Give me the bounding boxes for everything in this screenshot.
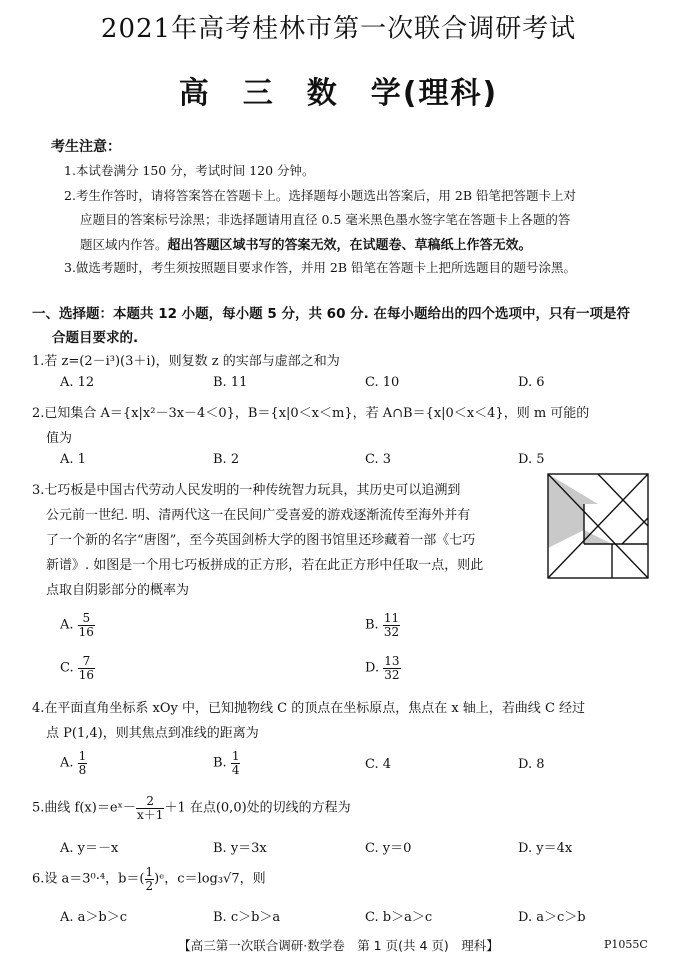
q4-option-d: D. 8: [518, 757, 545, 772]
q3-stem-3: 了一个新的名字“唐图”，至今英国剑桥大学的图书馆里还珍藏着一部《七巧: [46, 533, 476, 548]
q3-stem-4: 新谱》. 如图是一个用七巧板拼成的正方形，若在此正方形中任取一点，则此: [46, 558, 484, 573]
q5-option-c: C. y＝0: [365, 841, 412, 856]
q1-option-d: D. 6: [518, 375, 545, 390]
q3-option-b-den: 32: [383, 624, 400, 639]
q6-stem-pre: 6.设 a＝3⁰·⁴，b＝(: [32, 871, 145, 887]
q4-option-a-den: 8: [78, 762, 87, 777]
q3-option-a: [60, 612, 95, 638]
q5-stem-post: ＋1 在点(0,0)处的切线的方程为: [164, 800, 351, 816]
q6-option-a: A. a＞b＞c: [60, 910, 128, 925]
q4-option-a-frac: [78, 750, 88, 776]
q1-stem: 1.若 z=(2－i³)(3＋i)，则复数 z 的实部与虚部之和为: [32, 354, 340, 369]
q5-stem-pre: 5.曲线 f(x)＝eˣ－: [32, 800, 137, 816]
q3-stem-1: 3.七巧板是中国古代劳动人民发明的一种传统智力玩具，其历史可以追溯到: [32, 483, 461, 498]
q5-stem: [32, 795, 351, 821]
q3-option-c-den: 16: [78, 667, 95, 682]
q6-stem-post: )ᵉ，c＝log₃√7，则: [154, 871, 266, 887]
q4-stem-cont: 点 P(1,4)，则其焦点到准线的距离为: [46, 726, 259, 741]
notice-emphasis: 超出答题区域书写的答案无效，在试题卷、草稿纸上作答无效。: [167, 238, 532, 253]
q3-option-b-num: 11: [383, 611, 400, 625]
q3-option-b: [365, 612, 400, 638]
q2-stem: 2.已知集合 A＝{x|x²－3x－4＜0}，B＝{x|0＜x＜m}，若 A∩B＝{x|0＜x＜4}，则 m 可能的: [32, 406, 590, 421]
q6-option-b: B. c＞b＞a: [213, 910, 281, 925]
q6-frac-den: 2: [145, 878, 154, 893]
notice-item-2-tail: 题区域内作答。: [80, 237, 168, 252]
page-footer: 【高三第一次联合调研·数学卷 第 1 页(共 4 页) 理科】: [178, 938, 499, 953]
q3-option-c-frac: [78, 655, 95, 681]
q4-option-a-label: A.: [60, 755, 74, 771]
q4-option-b-num: 1: [231, 749, 240, 763]
q5-stem-frac: [136, 795, 164, 821]
q1-option-b: B. 11: [213, 375, 248, 390]
q6-frac-num: 1: [145, 865, 154, 879]
q3-option-b-frac: [383, 612, 400, 638]
q3-option-d: [365, 655, 401, 681]
q3-option-d-den: 32: [384, 667, 400, 682]
q4-option-a-num: 1: [78, 749, 87, 763]
q1-option-a: A. 12: [60, 375, 95, 390]
q1-option-c: C. 10: [365, 375, 400, 390]
q4-option-b-den: 4: [231, 762, 240, 777]
q2-option-b: B. 2: [213, 452, 240, 467]
notice-item-2: 2.考生作答时，请将答案答在答题卡上。选择题每小题选出答案后，用 2B 铅笔把答题卡上对: [64, 188, 577, 203]
q4-option-b-label: B.: [213, 755, 227, 771]
q2-option-d: D. 5: [518, 452, 545, 467]
q3-option-d-label: D.: [365, 660, 380, 676]
q6-stem-frac: [145, 866, 155, 892]
q6-option-c: C. b＞a＞c: [365, 910, 433, 925]
q4-option-a: [60, 750, 87, 776]
q3-option-c-num: 7: [78, 655, 95, 669]
exam-title: 2021年高考桂林市第一次联合调研考试: [100, 14, 577, 44]
section-heading-cont: 合题目要求的.: [52, 330, 139, 346]
paper-code: P1055C: [604, 938, 648, 951]
q3-option-d-frac: [383, 655, 400, 681]
notice-title: 考生注意：: [51, 139, 121, 155]
q4-option-b: [213, 750, 240, 776]
q2-option-c: C. 3: [365, 452, 392, 467]
q5-option-a: A. y＝－x: [60, 841, 119, 856]
q6-option-d: D. a＞c＞b: [518, 910, 586, 925]
q5-frac-num: 2: [136, 795, 164, 809]
q3-option-a-label: A.: [60, 617, 74, 633]
q5-frac-den: x＋1: [137, 807, 164, 822]
q2-option-a: A. 1: [60, 452, 86, 467]
q3-stem-2: 公元前一世纪. 明、清两代这一在民间广受喜爱的游戏逐渐流传至海外并有: [46, 508, 471, 523]
q3-option-b-label: B.: [365, 617, 379, 633]
q3-option-a-den: 16: [78, 624, 94, 639]
q4-option-c: C. 4: [365, 757, 392, 772]
q3-option-a-frac: [78, 612, 95, 638]
q3-option-a-num: 5: [78, 612, 95, 626]
q4-stem: 4.在平面直角坐标系 xOy 中，已知抛物线 C 的顶点在坐标原点，焦点在 x 轴上，若曲线 C 经过: [32, 701, 586, 716]
notice-item-2-cont: 应题目的答案标号涂黑；非选择题请用直径 0.5 毫米黑色墨水签字笔在答题卡上各题的答: [80, 212, 571, 227]
q5-option-d: D. y＝4x: [518, 841, 573, 856]
notice-item-1: 1.本试卷满分 150 分，考试时间 120 分钟。: [64, 163, 315, 178]
subject-title: 高 三 数 学(理科): [178, 76, 499, 111]
tangram-figure: [546, 472, 650, 580]
q4-option-b-frac: [231, 750, 241, 776]
q3-option-c-label: C.: [60, 660, 74, 676]
section-heading: 一、选择题：本题共 12 小题，每小题 5 分，共 60 分. 在每小题给出的四个选项中，只有一项是符: [32, 306, 630, 322]
q2-stem-cont: 值为: [46, 431, 73, 446]
q3-option-c: [60, 655, 95, 681]
notice-item-2-end: [80, 234, 532, 253]
q5-option-b: B. y＝3x: [213, 841, 267, 856]
notice-item-3: 3.做选考题时，考生须按照题目要求作答，并用 2B 铅笔在答题卡上把所选题目的题号涂黑。: [64, 260, 577, 275]
q3-stem-5: 点取自阴影部分的概率为: [46, 583, 190, 598]
q6-stem: [32, 866, 266, 892]
q3-option-d-num: 13: [384, 654, 400, 668]
